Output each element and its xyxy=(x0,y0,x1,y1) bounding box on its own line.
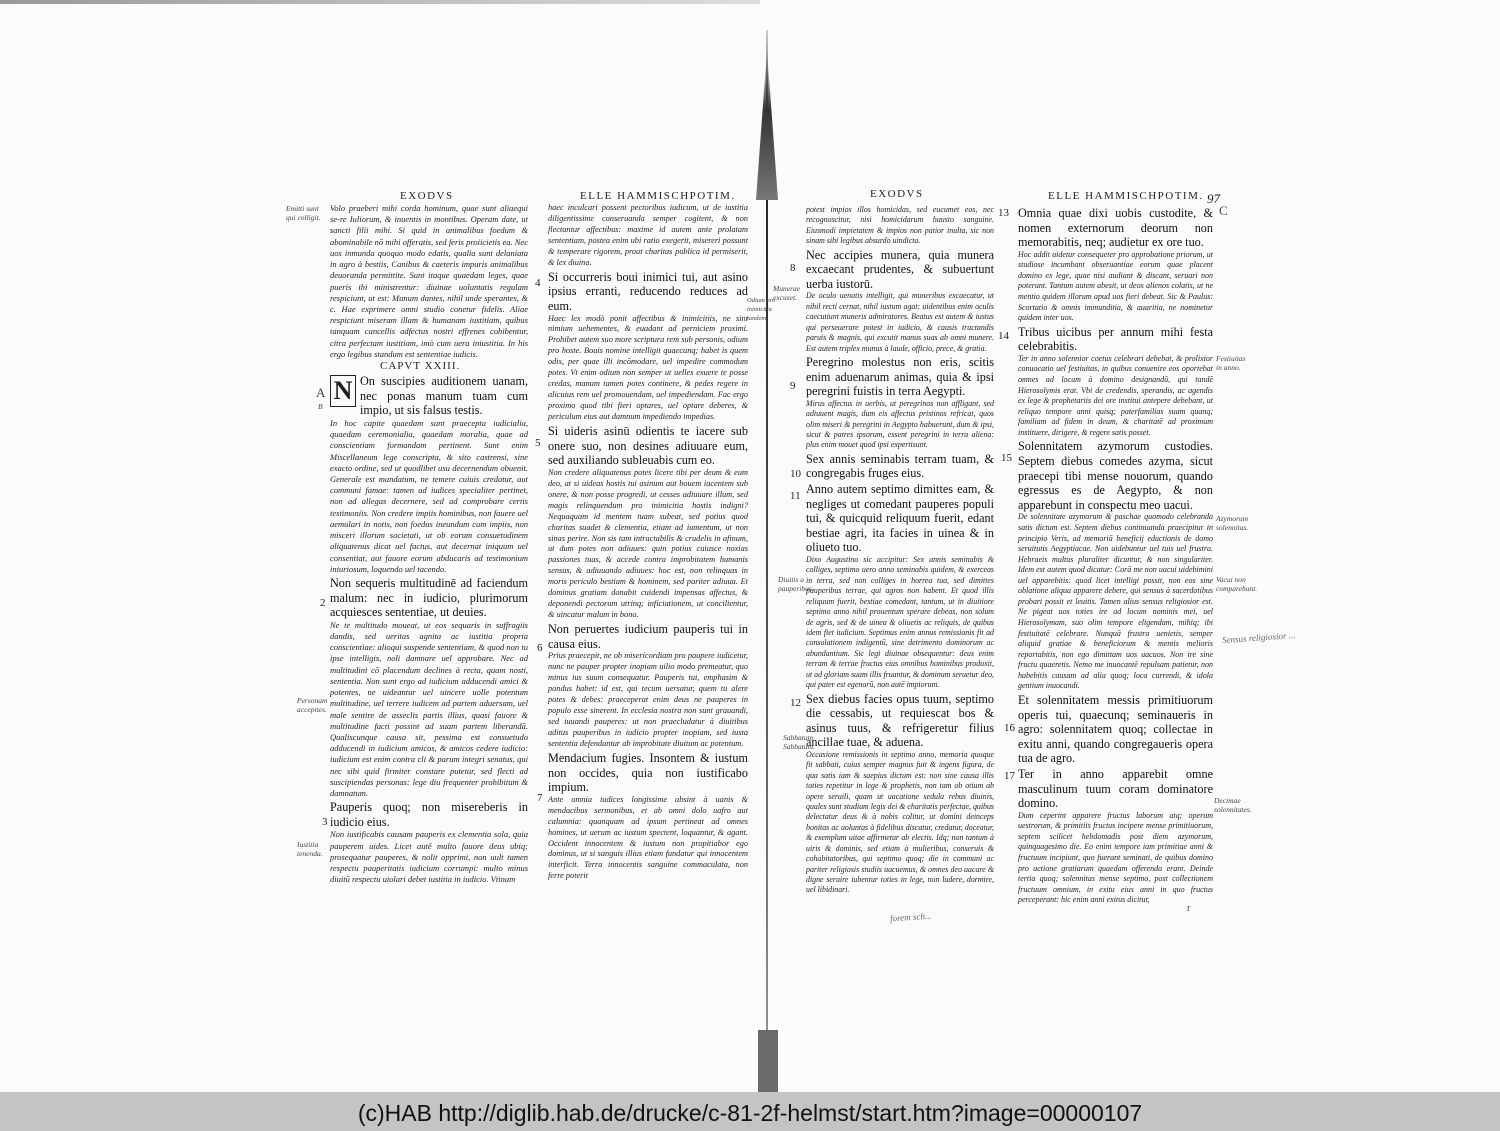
right-column-1 xyxy=(806,205,994,896)
folio-number: 97 xyxy=(1207,191,1220,206)
verse-text: Si uideris asinū odientis te iacere sub onere suo, non desines adiuuare eum, sed auxiliando subleuabis cum eo. xyxy=(548,424,748,468)
verse-number: 10 xyxy=(790,468,801,480)
catchword: r xyxy=(1187,903,1191,914)
verse-text: Si occurreris boui inimici tui, aut asino ipsius erranti, reducendo reduces ad eum. xyxy=(548,269,748,313)
verse-number: 17 xyxy=(1004,770,1015,782)
margin-note: Iustitia tenenda. xyxy=(297,840,323,858)
verse-number: 15 xyxy=(1001,452,1012,464)
page-edge xyxy=(0,0,760,4)
right-running-head-right: ELLE HAMMISCHPOTIM. xyxy=(1048,190,1204,202)
verse-text: On suscipies auditionem uanam, nec ponas manum tuam cum impio, ut sis falsus testis. xyxy=(360,374,528,418)
commentary-text: De solennitate azymorum & paschae quomodo celebranda satis dictum est. Septem diebus continuanda praecipitur in principio Veris, ad memoriā beneficij eductionis de domo seruitutis Aegyptiacae. Non uidebuntur uel tuis uel frustra. Hebraeis multus pluraliter dicuntur, & non singulariter. Idem est autem quod dicatur: Corā me non uacui uidebimini uel apparebitis: quod licet intelligi possit, non eos sine oblatione aliqua apparere debere, qui sensus à sacerdotibus probari possit et leuitis. Tamen alius sensus religiosior est. Ne pigeat uos toties ire ad locum nominis mei, uel Hierosolymam, suo olim tempore eligendam, mihiq; ibi festiuitatē celebrare. Nunquā frustra uenietis, semper aliquid gratiae & beneficiorum & mentis melioris reportabitis, non ego dimittam uos uacuos. Non ire sine fructu quaeretis. Nemo me inuocantē repulsam patietur, non habebitis causam ad alia quoq; loca currendi, & idola gentium inuocandi. xyxy=(1018,512,1213,691)
left-running-head: EXODVS xyxy=(400,190,454,202)
commentary-text: Mirus affectus in uerbis, ut peregrinos non affligant, sed adiuuent magis, dum eis affectus pristinos refricat, quos olim miseri & peregrini in Aegypto habuerunt, dum & ipsi, sicut & patres ipsorum, essent peregrini in terra aliena: plus enim mouet quod ipsi expertisunt. xyxy=(806,398,994,450)
verse-text: Solennitatem azymorum custodies. Septem diebus comedes azyma, sicut praecepi tibi mense nouorum, quando egressus es de Aegypto, & non apparebunt in conspectu meo uacui. xyxy=(1018,439,1213,512)
verse-text: Pauperis quoq; non misereberis in iudicio eius. xyxy=(330,800,528,829)
decorated-initial: N xyxy=(330,375,356,407)
verse-number: 12 xyxy=(790,697,801,709)
commentary-text: Non iustificabis causam pauperis ex clementia sola, quia pauperem uides. Licet autē multo fauore deus ubiq; prosequatur pauperes, & nolit opprimi, non uult tamen respectu pauperitatis iudicium corrumpi: multo minus diuitū respectu uiolari debet iustitia in iudicio. Vtinam xyxy=(330,829,528,885)
verse-text: Ter in anno apparebit omne masculinum tuum coram dominatore domino. xyxy=(1018,766,1213,811)
verse-number: 2 xyxy=(320,597,326,609)
margin-letter: C xyxy=(1219,203,1228,218)
verse-number: 9 xyxy=(790,380,796,392)
commentary-text: In hoc capite quaedam sunt praecepta iudicialia, quaedam ceremonialia, quaedam moralia, quae ad conscientiam formandam pertinent. Sunt enim Miscellaneum lege conscripta, & sito castrensi, sine exacto ordine, sed ut quodlibet usu decernendum obuenit. Generale est mandatum, ne temere cuiuis credatur, aut communi famae: tamen ad iudices specialiter pertinet, non ad allegas decernere, sed ad comprobare certis testimoniis. Non credere impiis hominibus, non fauere uel aemulari in notis, non foedus ineundum cum impiis, non misceri illorum societati, ut ob eorum consuetudinem aliquatenus dicat uel factus, aut decernat iniquum uel consentiat, aut fauore eorum abducaris ad testimonium iniuriosum, loquendo uel tacendo. xyxy=(330,417,528,574)
margin-note: Munerae excuset. xyxy=(773,284,801,302)
commentary-text: Volo praeberi mihi corda hominum, quae sunt aliaequi se-re Iuliorum, & inuentis in montibus. Operam date, ut sancti filii mihi. Si quid in animalibus foedum & abominabile nō mihi offeratis, sed feris proiicietis ea. Nec uos inmunda quoquo modo edatis, qualia sunt delaniata in agro à bestiis, Canibus & caeteris impuris animalibus deuoranda permittite. Sunt itaque quaedam leges, quae pueris ihi ministrentur: diuinae uoluntatis regulam respiciunt, ut est: Munum dantes, nihil unde sperantes, & c. Hae exprimere omni studio conetur fidelis. Aliae respiciunt miseram illam & humanam iustitiam, quibus tanquam cancellis adfectus nostri effrenes cohibentur, citra perfectam iustitiam, imò cum uera iniustitia. In his ergo legibus standum est sententiae iudicis. xyxy=(330,203,528,359)
commentary-text: Dixo Augustino sic accipitur: Sex annis seminabis & colliges, septimo uero anno seminabis quidem, & exerceas in terra, sed non colliges in horrea tua, sed dimittes pauperibus terrae, qui agros non habent. Et quod illis reliquum fuerit, bestiae comedant, tantum, ut in diuitiore septimo anno nihil prouentum sperare debeas, non solum de agris, sed & de uinea & oliuetis ac reliquis, de quibus idem fiet iudicium. Septimus enim annus remissionis fit ad consolationem indigentū, sine detrimento dominorum ac abundantium. Sic legi diuinae obsequentur: deus enim terram & terrae fructus eius omnibus hominibus produxit, ut ad gloriam suam illis fruantur, & dominum seruetur deo, qui pater est egenorū, non autē impiorum. xyxy=(806,555,994,690)
verse-text: Peregrino molestus non eris, scitis enim aduenarum animas, quia & ipsi peregrini fuistis in terra Aegypti. xyxy=(806,355,994,399)
chapter-heading: CAPVT XXIII. xyxy=(380,360,461,373)
gutter-shadow xyxy=(756,50,778,200)
commentary-text: Ne te multitudo moueat, ut eos sequaris in suffragiis dandis, sed ueritas agnita ac iustitia propria conscientiae: alioqui suspende sententiam, & quod non tu ipse intelligis, noli damnare uel approbare. Nec ad multitudini cō placendum declines à recta, quam nosti, sententia. Non sunt ergo ad iudicium adducendi amici & potentes, ne uideantur uel uincere uolle potentum multitudine, uel terrere iudicem ad partem aduersam, uel male sentire de asseclis partis illius, quasi fauore & multitudine facti possint ad suam partem liberandā. Qualiscunque causa sit, pessima est consuetudo adducendi in iudicium amicos, & amicos cedere iudicio: iudicium est enim contra cli & parum integri senatus, qui nec sibi quid firmiter constare putetur, sed flecti ad suscipiendas personas: lege diu frequenter prohibitum & damnatum. xyxy=(330,619,528,799)
verse-text: Sex diebus facies opus tuum, septimo die cessabis, ut requiescat bos & asinus tuus, & refrigeretur filius ancillae tuae, & aduena. xyxy=(806,691,994,750)
commentary-text: Occasione remissionis in septimo anno, memoria quoque fit sabbati, cuius semper magnus fuit & ingens figura, de qua satis iam & saepius dictum est: non sine causa illis toties repetitur in lege & prophetis, non tam ob otium ab opere seruili, quam ut uacatione sedula rebus diuinis, quales sunt studium legis dei & charitatis perfectae, quibus delectatur deus & à nobis colitur, ut domini deinceps bonitas ac uoluntas à fidelibus discatur, credatur, doceatur, & exemplum uitae affirmetur ab electis. Idq; non tantum à uiris & dominis, sed etiam à mulieribus, conseruis & cohabitatoribus, qui septimo quoq; die in communi ac pariter religiosis studiis uacuemus, & omnes deo uacare & digne seruire iubentur toties in lege, non ludere, dormire, uel libidinari. xyxy=(806,749,994,895)
verse-text: Tribus uicibus per annum mihi festa celebrabitis. xyxy=(1018,324,1213,354)
verse-number: 8 xyxy=(790,262,796,274)
book-gutter xyxy=(756,30,778,1092)
commentary-text: Dum ceperint apparere fructus laborum atq; operum uestrorum, & primitiis fructus incipere mense primitiuorum, septem scilicet hebdomadis post diem azymorum, quinquagesimo die. Eo enim tempore iam primitiae anni & fructuum incipiunt, quo fuerant seminati, de quibus domino pro actione gratiarum quaedam offerenda erant. Deinde tertia quoq; solennitas mense septimo, post collectionem fructuum omnium, in exitu eius anni in quo fructus perceperant: hic enim anni exitus dicitur, xyxy=(1018,810,1213,905)
commentary-text: Hoc addit uidetur consequeter pro approbatione priorum, ut studiose incumbant obseruantiae eorum quae placent domino ex lege, quae nisi audiant & discant, seruari non poterunt. Tantum autem abesit, ut deos alienos colatis, ut ne mentio quidem illorum apud uos fieri debeat. Sic & Paulus: Scortatio & omnis immunditia, & auaritia, ne nominetur quidem inter uos. xyxy=(1018,249,1213,323)
verse-text: Nec accipies munera, quia munera excaecant prudentes, & subuertunt uerba iustorū. xyxy=(806,247,994,291)
verse-text: Non sequeris multitudinē ad faciendum malum: nec in iudicio, plurimorum acquiesces sententiae, ut deuies. xyxy=(330,576,528,620)
verse-text: Et solennitatem messis primitiuorum operis tui, quaecunq; seminaueris in agro: solennitatem quoq; collectae in exitu anni, quando congregaueris opera tua de agro. xyxy=(1018,692,1213,766)
verse-number: 5 xyxy=(535,437,541,449)
verse-number: 14 xyxy=(998,330,1009,342)
verse-text: Sex annis seminabis terram tuam, & congregabis fruges eius. xyxy=(806,451,994,481)
commentary-text: potest impios illos homicidas, sed eucumet eos, nec recognoscitur, nisi homicidarum hausto sanguine. Eiusmodi impietatem & impios non patior inulta, sic non sinam sibi legibus absurdo uindicta. xyxy=(806,205,994,246)
margin-note: Diuitis a pauperibus. xyxy=(778,575,814,593)
verse-text: Anno autem septimo dimittes eam, & negliges ut comedant pauperes populi tui, & quicquid reliquum fuerit, edant bestiae agri, ita facies in uinea & in oliueto tuo. xyxy=(806,482,994,555)
margin-letter: A xyxy=(316,385,326,400)
commentary-text: De oculo uenatis intelligit, qui muneribus excaecatur, ut nihil recti cernat, nihil iustum agat: uidentibus enim oculis caecutiunt muneris admiratores. Beatus est autem & iustus qui perseuerare potest in iudicio, & causis tractandis paruis & magnis, qui excutit manus suas ab omni munere. Est autem triplex munus à laude, officio, prece, & gratia. xyxy=(806,291,994,353)
verse-number: 13 xyxy=(998,207,1009,219)
margin-note: Vacui non comparebunt. xyxy=(1216,575,1258,593)
handwritten-annotation: forem sch... xyxy=(889,910,932,924)
commentary-text: Ante omnia iudices longissime absint à uanis & mendacibus sermonibus, et ab omni dolo uafro aut calumnia: quanquam ad ipsum pertineat ad omnes homines, ut uerum ac iustum spectent, loquantur, & agant. Occident innocentem & iustum non propitiabor ego dominus, ut si sanguis illius etiam fundatur qui innocentem interficit. Terra innocentis sanguine commaculata, non ferre poterit xyxy=(548,794,748,881)
verse-number: 16 xyxy=(1004,722,1015,734)
left-column-1 xyxy=(330,203,528,886)
verse-number: 3 xyxy=(322,816,328,828)
commentary-text: haec inculcari possent pectoribus iudicum, ut de iustitia diligentissime conseruanda semper cogitent, & non flectantur affectibus: maxime id autem ante prolatam sententiam, postea enim ubi ratio exegerit, misereri possunt & temperare rigorem, prout charitas publica id permiserit, & lex diuina. xyxy=(548,203,748,267)
margin-note: Sabbatum Sabbatum. xyxy=(783,733,815,751)
commentary-text: Prius praecepit, ne ob misericordiam pro paupere iudicetur, nunc ne pauper propter inopiam uilio modo premeatur, quo minus ius suum consequatur. Pauperis tui, emphasim & pondus habet: id est, qui tecum uersatur, quem tu alere potes & debes: praeceperat enim deus ne pauperes in populo esse sinerent. In ecclesia nostra non sunt grauandi, sed iuuandi pauperes: ut non praecludatur à diuitibus aditus pauperibus in iudicio propter inopiam, sed iusta sententia defendantur ab improbitate diuitum ac potentum. xyxy=(548,651,748,748)
verse-number: 7 xyxy=(537,792,543,804)
commentary-text: Ter in anno solennior coetus celebrari debebat, & prolixior conuocatio uel festiuitas, in quibus conuenire eos oportebat omnes ad locum à domino designandū, qui tandē Hierosolymis erat. Vbi de credendis, sperandis, ac agendis ex lege & prophetariis dei ore institui antepere debebant, ut reliquo tempore anni quisq; paterfamilias suam quanq; familiam ad fidem in deum, & charitatē ad proximum instituere, dirigere, & regere satis posset. xyxy=(1018,353,1213,437)
verse-text: Mendacium fugies. Insontem & iustum non occides, quia non iustificabo impium. xyxy=(548,750,748,795)
margin-note: Decimae solennitates. xyxy=(1214,796,1252,814)
left-column-2 xyxy=(548,203,748,882)
verse-text: Non peruertes iudicium pauperis tui in causa eius. xyxy=(548,622,748,651)
right-column-2 xyxy=(1018,205,1213,906)
verse-number: 6 xyxy=(537,642,543,654)
verse-text: Omnia quae dixi uobis custodite, & nomen externorum deorum non memorabitis, neq; audietur ex ore tuo. xyxy=(1018,206,1213,250)
gutter-base xyxy=(758,1030,778,1092)
margin-note: Odium pro inimicitia tandem. xyxy=(747,297,776,322)
commentary-text: Haec lex modò ponit affectibus & inimicitiis, ne sint nimium uehementes, & euadant ad perniciem proximi. Prohibet autem suo more scriptura rem sub personis, odium pro hoste. Bouis nomine intelligit quaecunq; habet is quem odis, per quae illi incōmodare, uel impedire commodum potes. Vt enim odium non semper ut uelles exuere te posse credas, manum tamen potes continere, & pedes regere in alicuius rem uel promouendam, uel impediendam. Fac ergo proximo quod tibi fieri optares, uel optare deberes, & periculum eius aut damnum impediendo impedias. xyxy=(548,313,748,422)
verse-number: 11 xyxy=(790,490,801,502)
margin-note: Festiuitas in anno. xyxy=(1216,354,1246,372)
right-running-head: EXODVS xyxy=(870,188,924,200)
margin-letter: B xyxy=(318,402,323,411)
verse-number: 4 xyxy=(535,277,541,289)
left-running-head-right: ELLE HAMMISCHPOTIM. xyxy=(580,190,736,202)
copyright-footer: (c)HAB http://diglib.hab.de/drucke/c-81-2f-helmst/start.htm?image=00000107 xyxy=(357,1100,1143,1126)
handwritten-annotation: Sensus religiosior ... xyxy=(1221,630,1296,646)
margin-note: Azymorum solennitas. xyxy=(1216,514,1249,532)
margin-note: Emitti sunt qui colligit. xyxy=(286,204,321,222)
commentary-text: Non credere aliquatenus potes licere tibi per deum & eum deo, at si uideas hostis tui asinum aut bouem iacentem sub onere, & non posse progredi, ut cesses adiuuare illum, sed magis relinquendum pro inimicitia hostis indigni? Nequaquam id mentem tuam subeat, sed potius quod charitas suadet & clementia, etiam ad iumentum, ut non sinas perire. Non sis tam intractabilis & crudelis in afinum, ut dum potes non adiuues: quin potius cuiusce noxias passiones tuas, & accede contra improbitatem humanis sensus, & adiuuando adiuues: hoc est, non relinquas in moris periculo bestiam & hominem, sed pariter adiuua. Et dominus gratiam donabit cuidendi impensas affectus, & deponendi pectorum utrinq; inficiationem, ut concilientur, & uincatur malum in bono. xyxy=(548,467,748,620)
margin-note: Personam accepites. xyxy=(297,696,328,714)
